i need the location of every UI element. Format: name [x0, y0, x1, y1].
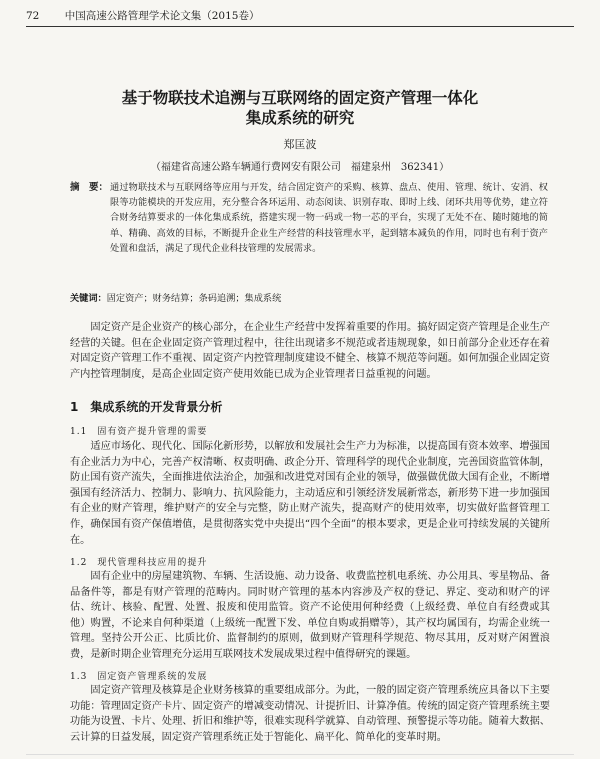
running-header	[26, 6, 574, 27]
affiliation: （福建省高速公路车辆通行费网安有限公司 福建泉州 362341）	[150, 162, 450, 173]
abstract-label: 摘 要：	[70, 182, 109, 193]
section1-1-heading: 1.1 固有资产提升管理的需要	[70, 427, 208, 437]
page-edge	[26, 754, 574, 755]
section1-heading: 1 集成系统的开发背景分析	[70, 400, 223, 414]
section1-2-text: 固有企业中的房屋建筑物、车辆、生活设施、动力设备、收费监控机电系统、办公用具、零星物品、备品备件等，都是有财产管理的范畴内。同时财产管理的基本内容涉及产权的登记、界定、变动和财产的评估、统计、核验、配置、处置、报废和使用监管。资产不论使用何种经费（上级经费、单位自有经费或其他）购置，不论来自何种渠道（上级统一配置下发、单位自购或捐赠等），其产权均属国有，均需企业统一管理。坚持公开公正、比质比价、监督制约的原则，做到财产管理科学规范、物尽其用，反对财产闲置浪费，是新时期企业管理充分运用互联网技术发展成果过程中值得研究的课题。	[70, 571, 550, 660]
author: 郑匡波	[283, 138, 317, 151]
paper-title-line1: 基于物联技术追溯与互联网络的固定资产管理一体化	[121, 89, 479, 107]
section1-3-heading: 1.3 固定资产管理系统的发展	[70, 672, 208, 682]
page-number: 72	[26, 10, 40, 22]
keywords	[70, 290, 548, 304]
section1-3-text: 固定资产管理及核算是企业财务核算的重要组成部分。为此，一般的固定资产管理系统应具备以下主要功能：管理固定资产卡片、固定资产的增减变动情况、计提折旧、计算净值。传统的固定资产管理系统主要功能为设置、卡片、处理、折旧和维护等，很难实现科学就算、自动管理、预警提示等功能。随着大数据、云计算的日益发展，固定资产管理系统正处于智能化、扁平化、简单化的变革时期。	[70, 685, 550, 743]
intro-paragraph: 固定资产是企业资产的核心部分，在企业生产经营中发挥着重要的作用。搞好固定资产管理是企业生产经营的关键。但在企业固定资产管理过程中，往往出现诸多不规范或者违规现象，如日前部分企业还存在着对固定资产管理工作不重视、固定资产内控管理制度建设不健全、核算不规范等问题。如何加强企业固定资产内控管理制度，是高企业固定资产使用效能已成为企业管理者日益重视的问题。	[70, 322, 550, 380]
abstract	[70, 180, 548, 256]
abstract-text: 通过物联技术与互联网络等应用与开发，结合固定资产的采购、核算、盘点、使用、管理、统计、安消、权限等功能模块的开发应用，充分整合各环运用、动态阅读、识别存取、即时上线、闭环共用等优势，建立符合财务结算要求的一体化集成系统，搭建实现一物一码或一物一芯的平台，实现了无处不在、随时随地的简单、精确、高效的目标，不断提升企业生产经营的科技管理水平，起到辖本减负的作用，同时也有利于资产处置和盘活，满足了现代企业科技管理的发展需求。	[110, 182, 548, 254]
journal-title: 中国高速公路管理学术论文集（2015卷）	[64, 10, 260, 22]
section1-2-heading: 1.2 现代管理科技应用的提升	[70, 558, 208, 568]
paper-title-line2: 集成系统的研究	[245, 109, 355, 127]
section1-1-text: 适应市场化、现代化、国际化新形势，以解放和发展社会生产力为标准，以提高国有资本效率、增强国有企业活力为中心，完善产权清晰、权责明确、政企分开、管理科学的现代企业制度，完善国资监管体制，防止国有资产流失，全面推进依法治企，加强和改进党对国有企业的领导，做强做优做大国有企业，不断增强国有经济活力、控制力、影响力、抗风险能力，主动适应和引领经济发展新常态，新形势下进一步加强国有企业的财产管理，维护财产的安全与完整，防止财产流失，提高财产的使用效率，切实做好监督管理工作，确保国有资产保值增值，是贯彻落实党中央提出“四个全面”的根本要求，更是企业可持续发展的关键所在。	[70, 441, 550, 546]
keywords-label: 关键词：	[70, 293, 107, 304]
keywords-text: 固定资产；财务结算；条码追溯；集成系统	[106, 293, 282, 304]
